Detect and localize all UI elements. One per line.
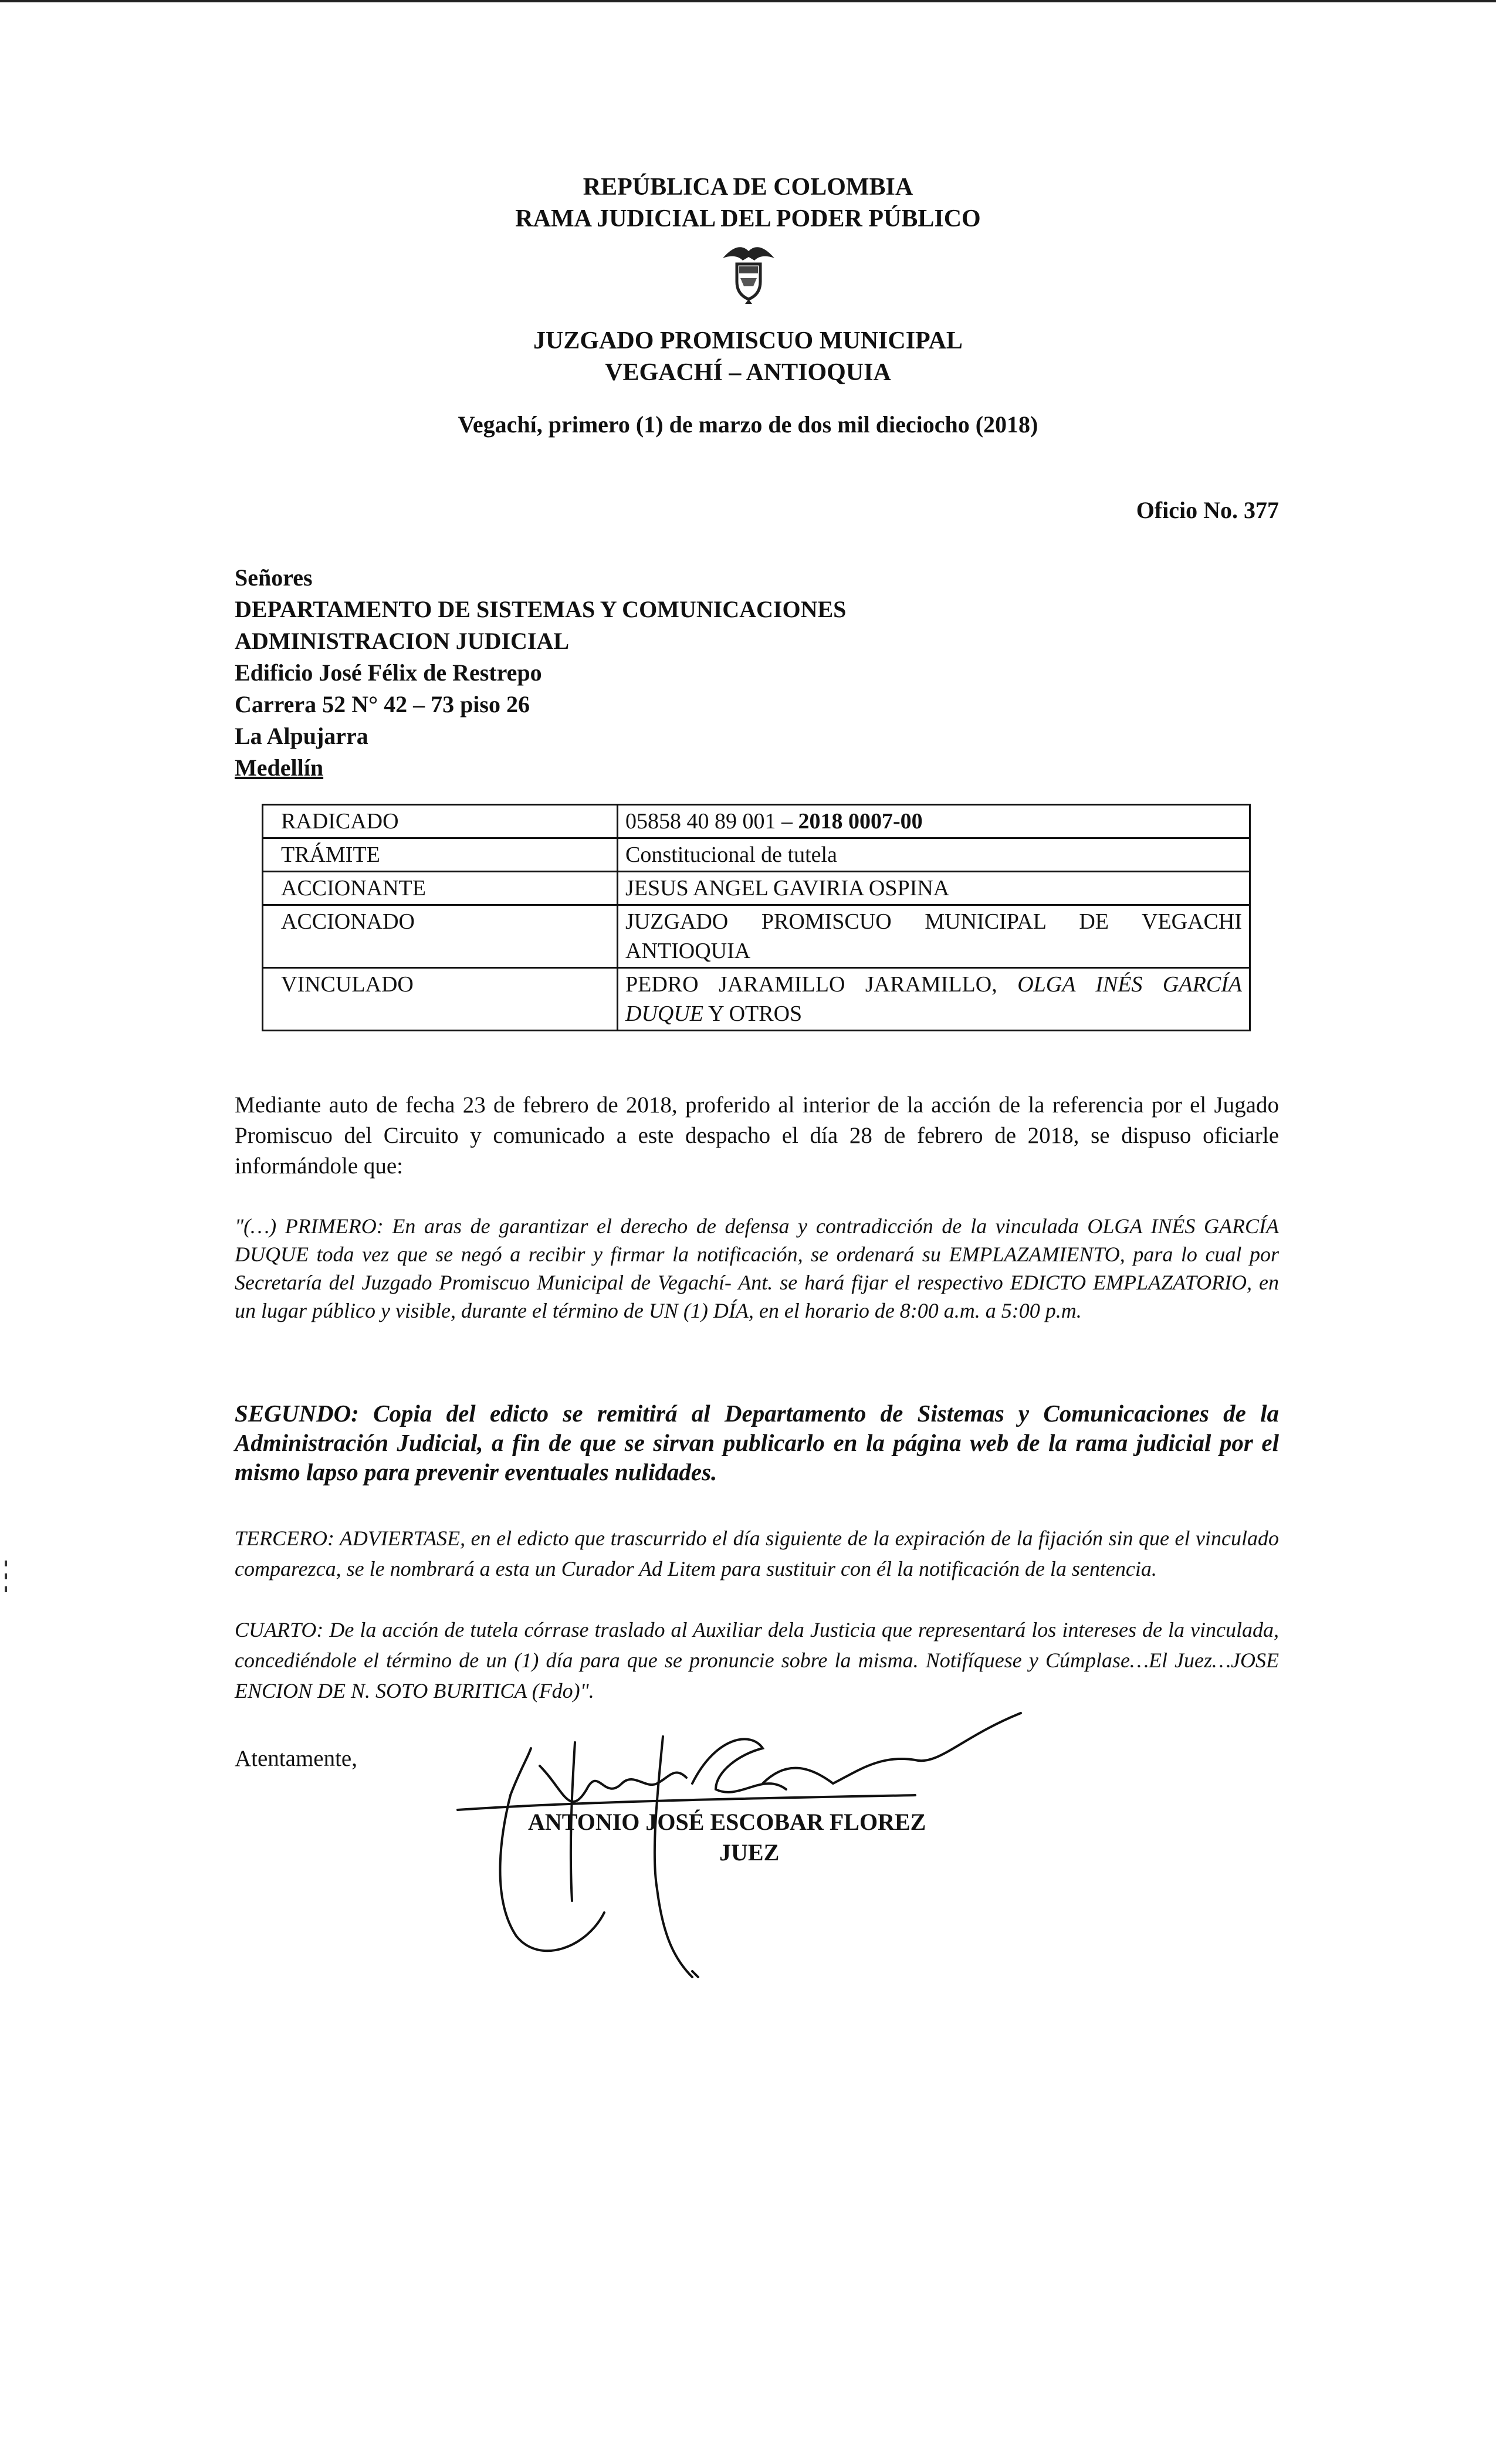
row-label-tramite: TRÁMITE [263,838,618,872]
salutation: Señores [235,564,313,591]
closing-phrase: Atentamente, [235,1746,357,1771]
vinculado-italic-name: OLGA INÉS GARCÍA DUQUE [625,972,1242,1026]
recipient-department: DEPARTAMENTO DE SISTEMAS Y COMUNICACIONES [235,596,847,622]
radicado-prefix: 05858 40 89 001 – [625,809,798,834]
table-row [263,805,1250,838]
court-name: JUZGADO PROMISCUO MUNICIPAL [533,327,963,354]
tercero-paragraph: TERCERO: ADVIERTASE, en el edicto que trascurrido el día siguiente de la expiración de la fijación sin que el vinculado comparezca, se le nombrará a esta un Curador Ad Litem para sustituir con él la notificación de la sentencia. [235,1527,1279,1580]
scan-edge-marks [4,1561,11,1599]
coat-of-arms-seal [720,241,777,308]
header-branch: RAMA JUDICIAL DEL PODER PÚBLICO [515,205,981,232]
row-label-accionado: ACCIONADO [263,905,618,968]
top-border-line [0,0,1496,2]
row-value-accionante: JESUS ANGEL GAVIRIA OSPINA [618,872,1250,905]
recipient-administration: ADMINISTRACION JUDICIAL [235,628,570,654]
radicado-number: 2018 0007-00 [798,809,923,834]
recipient-city: Medellín [235,754,324,781]
cuarto-paragraph: CUARTO: De la acción de tutela córrase traslado al Auxiliar dela Justicia que representará los intereses de la vinculada, concediéndole el término de un (1) día para que se pronuncie sobre la misma. Notifíquese y Cúmplase…El Juez…JOSE ENCION DE N. SOTO BURITICA (Fdo)". [235,1618,1279,1703]
table-row [263,968,1250,1031]
recipient-building: Edificio José Félix de Restrepo [235,659,542,686]
table-row [263,872,1250,905]
primero-paragraph: "(…) PRIMERO: En aras de garantizar el derecho de defensa y contradicción de la vinculada OLGA INÉS GARCÍA DUQUE toda vez que se negó a recibir y firmar la notificación, se ordenará su EMPLAZAMIENTO, para lo cual por Secretaría del Juzgado Promiscuo Municipal de Vegachí- Ant. se hará fijar el respectivo EDICTO EMPLAZATORIO, en un lugar público y visible, durante el término de UN (1) DÍA, en el horario de 8:00 a.m. a 5:00 p.m. [235,1214,1279,1322]
row-label-accionante: ACCIONANTE [263,872,618,905]
vinculado-tail: Y OTROS [703,1001,803,1026]
row-label-radicado: RADICADO [263,805,618,838]
signer-name: ANTONIO JOSÉ ESCOBAR FLOREZ [528,1809,926,1835]
intro-paragraph: Mediante auto de fecha 23 de febrero de 2018, proferido al interior de la acción de la referencia por el Jugado Promiscuo del Circuito y comunicado a este despacho el día 28 de febrero de 2018, se dispuso oficiarle informándole que: [235,1092,1279,1179]
table-row [263,838,1250,872]
recipient-street: Carrera 52 N° 42 – 73 piso 26 [235,691,530,717]
court-location: VEGACHÍ – ANTIOQUIA [605,359,891,386]
recipient-sector: La Alpujarra [235,723,368,749]
row-value-radicado [618,805,1250,838]
segundo-paragraph: SEGUNDO: Copia del edicto se remitirá al Departamento de Sistemas y Comunicaciones de la Administración Judicial, a fin de que se sirvan publicarlo en la página web de la rama judicial por el mismo lapso para prevenir eventuales nulidades. [235,1400,1279,1485]
recipient-address-block [235,562,846,784]
case-info-table [262,804,1251,1031]
header-country: REPÚBLICA DE COLOMBIA [583,174,913,201]
vinculado-first: PEDRO JARAMILLO JARAMILLO, [625,972,1018,997]
oficio-number: Oficio No. 377 [1136,497,1279,523]
document-date: Vegachí, primero (1) de marzo de dos mil dieciocho (2018) [458,411,1038,438]
row-value-accionado: JUZGADO PROMISCUO MUNICIPAL DE VEGACHI ANTIOQUIA [618,905,1250,968]
row-value-tramite: Constitucional de tutela [618,838,1250,872]
table-row [263,905,1250,968]
row-value-vinculado [618,968,1250,1031]
row-label-vinculado: VINCULADO [263,968,618,1031]
signer-role: JUEZ [719,1839,780,1866]
